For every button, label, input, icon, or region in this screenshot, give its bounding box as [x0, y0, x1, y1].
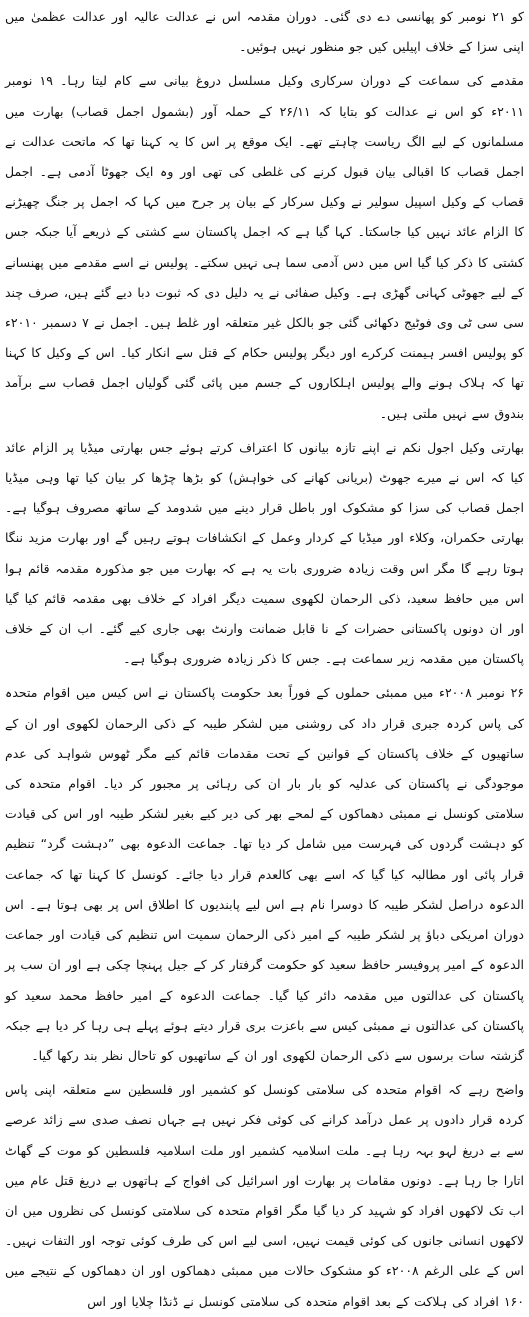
paragraph-un-security-council: واضح رہے کہ اقوام متحدہ کی سلامتی کونسل کو کشمیر اور فلسطین سے متعلقہ اپنی پاس کردہ قرار دادوں پر عمل درآمد کرانے کی کوئی فکر نہیں ہے جہاں نصف صدی سے زائد عرصے سے بے دریغ لہو بہہ رہا ہے۔ ملت اسلامیہ کشمیر اور ملت اسلامیہ فلسطین کو موت کے گھاٹ اتارا جا رہا ہے۔ دونوں مقامات پر بھارت اور اسرائیل کی افواج کے ہاتھوں بے دریغ قتل عام میں اب تک لاکھوں افراد کو شہید کر دیا گیا مگر اقوام متحدہ کی سلامتی کونسل کی نظروں میں ان لاکھوں انسانی جانوں کی کوئی قیمت نہیں، اسی لیے اس کی طرف کوئی توجہ اور التفات نہیں۔ اس کے علی الرغم ۲۰۰۸ء کو مشکوک حالات میں ممبئی دھماکوں اور ان دھماکوں کے نتیجے میں ۱۶۰ افراد کی ہلاکت کے بعد اقوام متحدہ کی سلامتی کونسل نے ڈنڈا چلایا اور اس — [5, 1082, 524, 1309]
paragraph-mumbai-attacks: ۲۶ نومبر ۲۰۰۸ء میں ممبئی حملوں کے فوراً بعد حکومت پاکستان نے اس کیس میں اقوام متحدہ کی پاس کردہ جبری قرار داد کی روشنی میں لشکر طیبہ کے ذکی الرحمان لکھوی اور ان کے ساتھیوں کے خلاف پاکستان کے قوانین کے تحت مقدمات قائم کیے مگر ٹھوس شواہد کی عدم موجودگی نے پاکستان کی عدلیہ کو بار بار ان کی رہائی پر مجبور کر دیا۔ اقوام متحدہ کی سلامتی کونسل نے ممبئی دھماکوں کے لمحے بھر کی دیر کیے بغیر لشکر طیبہ اور اس کی قیادت کو دہشت گردوں کی فہرست میں شامل کر دیا تھا۔ جماعت الدعوہ بھی ”دہشت گرد“ تنظیم قرار پائی اور مطالبہ کیا گیا کہ اسے بھی کالعدم قرار دیا جائے۔ کونسل کا کہنا تھا کہ جماعت الدعوہ دراصل لشکر طیبہ کا دوسرا نام ہے اس لیے پابندیوں کا اطلاق اس پر بھی ہوتا ہے۔ اس دوران امریکی دباؤ پر لشکر طیبہ کے امیر ذکی الرحمان سمیت اس تنظیم کی قیادت اور جماعت الدعوہ کے امیر پروفیسر حافظ سعید کو حکومت گرفتار کر کے جیل پہنچا چکی ہے اور ان سب پر پاکستان کی عدالتوں میں مقدمہ دائر کیا گیا۔ جماعت الدعوہ کے امیر حافظ محمد سعید کو پاکستان کی عدالتوں نے ممبئی کیس سے باعزت بری قرار دیتے ہوئے پہلے ہی رہا کر دیا ہے جبکہ گزشتہ سات برسوں سے ذکی الرحمان لکھوی اور ان کے ساتھیوں کو تاحال نظر بند رکھا گیا۔ — [5, 685, 524, 1063]
paragraph-court-proceedings: مقدمے کی سماعت کے دوران سرکاری وکیل مسلسل دروغ بیانی سے کام لیتا رہا۔ ۱۹ نومبر ۲۰۱۱ء کو اس نے عدالت کو بتایا کہ ۲۶/۱۱ کے حملہ آور (بشمول اجمل قصاب) بھارت میں مسلمانوں کے لیے الگ ریاست چاہتے تھے۔ ایک موقع پر اس کا یہ کہنا تھا کہ ماتحت عدالت نے اجمل قصاب کا اقبالی بیان قبول کرنے کی غلطی کی تھی اور وہ ایک جھوٹا آدمی ہے۔ اجمل قصاب کے وکیل اسپیل سولیر نے وکیل سرکار کے بیان پر جرح میں کہا کہ اجمل پر جنگ چھیڑنے کا الزام عائد نہیں کیا جاسکتا۔ کہا گیا ہے کہ اجمل پاکستان سے کشتی کے ذریعے آیا جبکہ جس کشتی کا ذکر کیا گیا اس میں دس آدمی سما ہی نہیں سکتے۔ پولیس نے اسے مقدمے میں پھنسانے کے لیے جھوٹی کہانی گھڑی ہے۔ وکیل صفائی نے یہ دلیل دی کہ ثبوت دبا دیے گئے ہیں، صرف چند سی سی ٹی وی فوٹیج دکھائی گئی جو بالکل غیر متعلقہ اور غلط ہیں۔ اجمل نے ۷ دسمبر ۲۰۱۰ء کو پولیس افسر ہیمنت کرکرے اور دیگر پولیس حکام کے قتل سے انکار کیا۔ اس کے وکیل کا کہنا تھا کہ ہلاک ہونے والے پولیس اہلکاروں کے جسم میں پائی گئی گولیاں اجمل قصاب سے برآمد بندوق سے نہیں ملتی ہیں۔ — [5, 73, 525, 421]
paragraph-execution: کو ۲۱ نومبر کو پھانسی دے دی گئی۔ دوران مقدمہ اس نے عدالت عالیہ اور عدالت عظمیٰ میں اپنی سزا کے خلاف اپیلیں کیں جو منظور نہیں ہوئیں۔ — [5, 9, 524, 55]
paragraph-indian-lawyer: بھارتی وکیل اجول نکم نے اپنے تازہ بیانوں کا اعتراف کرتے ہوئے جس بھارتی میڈیا پر الزام عائد کیا کہ اس نے میرے جھوٹ (بریانی کھانے کی خواہش) کو بڑھا چڑھا کر بیان کیا تھا وہی میڈیا اجمل قصاب کی سزا کو مشکوک اور باطل قرار دینے میں شدومد کے ساتھ مصروف ہوگیا ہے۔ بھارتی حکمران، وکلاء اور میڈیا کے کردار وعمل کے انکشافات ہوتے رہیں گے اور بھارت مزید ننگا ہوتا رہے گا مگر اس وقت زیادہ ضروری بات یہ ہے کہ بھارت میں جو مذکورہ مقدمہ قائم ہوا اس میں حافظ سعید، ذکی الرحمان لکھوی سمیت دیگر افراد کے خلاف بھی مقدمہ قائم کیا گیا اور ان دونوں پاکستانی حضرات کے نا قابل ضمانت وارنٹ بھی جاری کیے گئے۔ اب ان کے خلاف پاکستان میں مقدمہ زیر سماعت ہے۔ جس کا ذکر زیادہ ضروری ہوگیا ہے۔ — [5, 439, 524, 667]
